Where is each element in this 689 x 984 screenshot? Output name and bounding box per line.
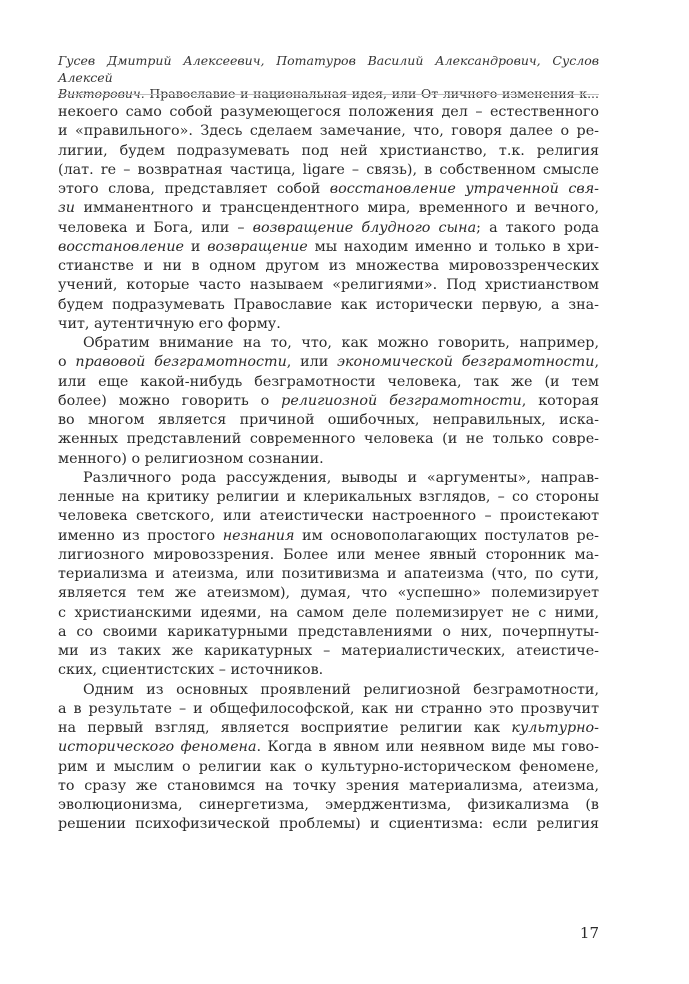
text-line <box>58 642 599 661</box>
text-segment: именно из простого <box>58 527 223 544</box>
text-line-content: а со своими карикатурными представлениями о них, почерпнуты- <box>58 623 599 640</box>
header-rule <box>58 94 599 95</box>
text-line-content: или еще какой-нибудь безграмотности человека, так же (и тем <box>58 373 599 390</box>
text-line <box>58 199 599 218</box>
text-segment: , которая <box>521 392 599 409</box>
text-line <box>58 238 599 257</box>
text-line-content: женных представлений современного человека (и не только совре- <box>58 431 599 448</box>
text-line <box>58 276 599 295</box>
text-line <box>58 777 599 796</box>
text-line <box>58 507 599 526</box>
text-line <box>58 392 599 411</box>
text-line <box>58 661 599 680</box>
text-line-content: Обратим внимание на то, что, как можно говорить, например, <box>83 335 599 351</box>
text-line-content: и «правильного». Здесь сделаем замечание, что, говоря далее о ре- <box>58 123 599 140</box>
emphasis-text: восстановление <box>58 238 185 255</box>
text-line <box>58 315 599 334</box>
text-line <box>58 700 599 719</box>
text-line <box>58 738 599 757</box>
text-line-content: ленные на критику религии и клерикальных взглядов, – со стороны <box>58 489 599 505</box>
text-line-content: менного) о религиозном сознании. <box>58 450 324 467</box>
text-segment: . Когда в явном или неявном виде мы гово- <box>256 739 599 756</box>
text-segment: этого слова, представляет собой <box>58 181 330 197</box>
text-line <box>58 527 599 546</box>
text-line-content: эволюционизма, синергетизма, эмерджентизма, физикализма (в <box>58 797 599 813</box>
running-head-authors-cont: Викторович. <box>58 86 145 101</box>
page-number: 17 <box>579 924 599 942</box>
text-line-content: во многом является причиной ошибочных, неправильных, иска- <box>58 412 599 428</box>
text-line <box>58 469 599 488</box>
text-line-content: ских, сциентистских – источников. <box>58 662 324 679</box>
text-line-content: териализма и атеизма, или позитивизма и апатеизма (что, по сути, <box>58 566 599 582</box>
text-line-content: лигии, будем подразумевать под ней христианство, т.к. религия <box>58 142 599 159</box>
text-line-content: человека светского, или атеистически настроенного – проистекают <box>58 508 599 525</box>
text-line <box>58 623 599 642</box>
text-line <box>58 373 599 392</box>
text-line-content: Одним из основных проявлений религиозной безграмотности, <box>83 681 599 698</box>
text-line <box>58 796 599 815</box>
text-line-content: будем подразумевать Православие как исторически первую, а зна- <box>58 296 599 313</box>
text-line-content: лигиозного мировоззрения. Более или менее явный сторонник ма- <box>58 546 599 563</box>
text-line <box>58 584 599 603</box>
emphasis-text: религиозной безграмотности <box>281 392 522 409</box>
text-line <box>58 604 599 623</box>
text-line <box>58 296 599 315</box>
text-line <box>58 334 599 353</box>
text-segment: на первый взгляд, является восприятие религии как <box>58 720 512 736</box>
text-line <box>58 565 599 584</box>
text-segment: человека и Бога, или – <box>58 219 253 236</box>
emphasis-text: экономической безграмотности <box>337 354 595 371</box>
text-line <box>58 546 599 565</box>
emphasis-text: исторического феномена <box>58 739 257 756</box>
text-line-content: рим и мыслим о религии как о культурно-историческом феномене, <box>58 758 599 775</box>
emphasis-text: восстановление утраченной свя- <box>329 181 599 197</box>
text-line <box>58 719 599 738</box>
text-line-content: Различного рода рассуждения, выводы и «аргументы», направ- <box>83 469 599 486</box>
text-line <box>58 815 599 834</box>
text-segment: мы находим именно и только в хри- <box>307 238 599 255</box>
text-line-content: некоего само собой разумеющегося положения дел – естественного <box>58 104 599 120</box>
text-line <box>58 122 599 141</box>
emphasis-text: зи <box>58 200 76 217</box>
text-segment: им основополагающих постулатов ре- <box>294 527 599 544</box>
text-line-content: с христианскими идеями, на самом деле полемизирует не с ними, <box>58 604 599 621</box>
emphasis-text: возвращение <box>207 238 308 255</box>
text-line-content: то сразу же становимся на точку зрения материализма, атеизма, <box>58 777 599 794</box>
emphasis-text: правовой безграмотности <box>75 354 287 371</box>
text-line-content: (лат. re – возвратная частица, ligare – связь), в собственном смысле <box>58 161 599 178</box>
text-line-content: является тем же атеизмом), думая, что «успешно» полемизирует <box>58 585 599 602</box>
text-line <box>58 488 599 507</box>
text-line <box>58 219 599 238</box>
text-line-content: учений, которые часто называем «религиями». Под христианством <box>58 277 599 294</box>
text-line-content: решении психофизической проблемы) и сциентизма: если религия <box>58 816 599 833</box>
text-line-content: а в результате – и общефилософской, как ни странно это прозвучит <box>58 700 599 717</box>
body-text <box>58 103 599 835</box>
text-segment: ; а такого рода <box>476 219 599 236</box>
running-head-authors: Гусев Дмитрий Алексеевич, Потатуров Василий Александрович, Суслов Алексей <box>58 53 599 85</box>
emphasis-text: возвращение блудного сына <box>252 219 477 236</box>
text-line <box>58 681 599 700</box>
emphasis-text: незнания <box>222 527 295 544</box>
text-line <box>58 430 599 449</box>
text-line <box>58 257 599 276</box>
running-head <box>58 53 599 103</box>
text-line-content: ми из таких же карикатурных – материалистических, атеистиче- <box>58 643 599 659</box>
text-line <box>58 161 599 180</box>
text-segment: , или <box>286 354 338 371</box>
text-line-content: стианстве и ни в одном другом из множества мировоззренческих <box>58 258 599 274</box>
text-line <box>58 180 599 199</box>
text-segment: более) можно говорить о <box>58 392 282 409</box>
text-line <box>58 103 599 122</box>
text-line <box>58 353 599 372</box>
text-line <box>58 450 599 469</box>
text-segment: имманентного и трансцендентного мира, временного и вечного, <box>75 200 599 217</box>
text-line <box>58 758 599 777</box>
text-line <box>58 142 599 161</box>
text-segment: , <box>594 354 599 371</box>
emphasis-text: культурно- <box>511 720 599 736</box>
text-segment: и <box>184 238 208 255</box>
text-segment: о <box>58 354 76 371</box>
running-head-title: Православие и национальная идея, или От личного изменения к... <box>144 86 599 101</box>
text-line-content: чит, аутентичную его форму. <box>58 315 281 332</box>
text-line <box>58 411 599 430</box>
